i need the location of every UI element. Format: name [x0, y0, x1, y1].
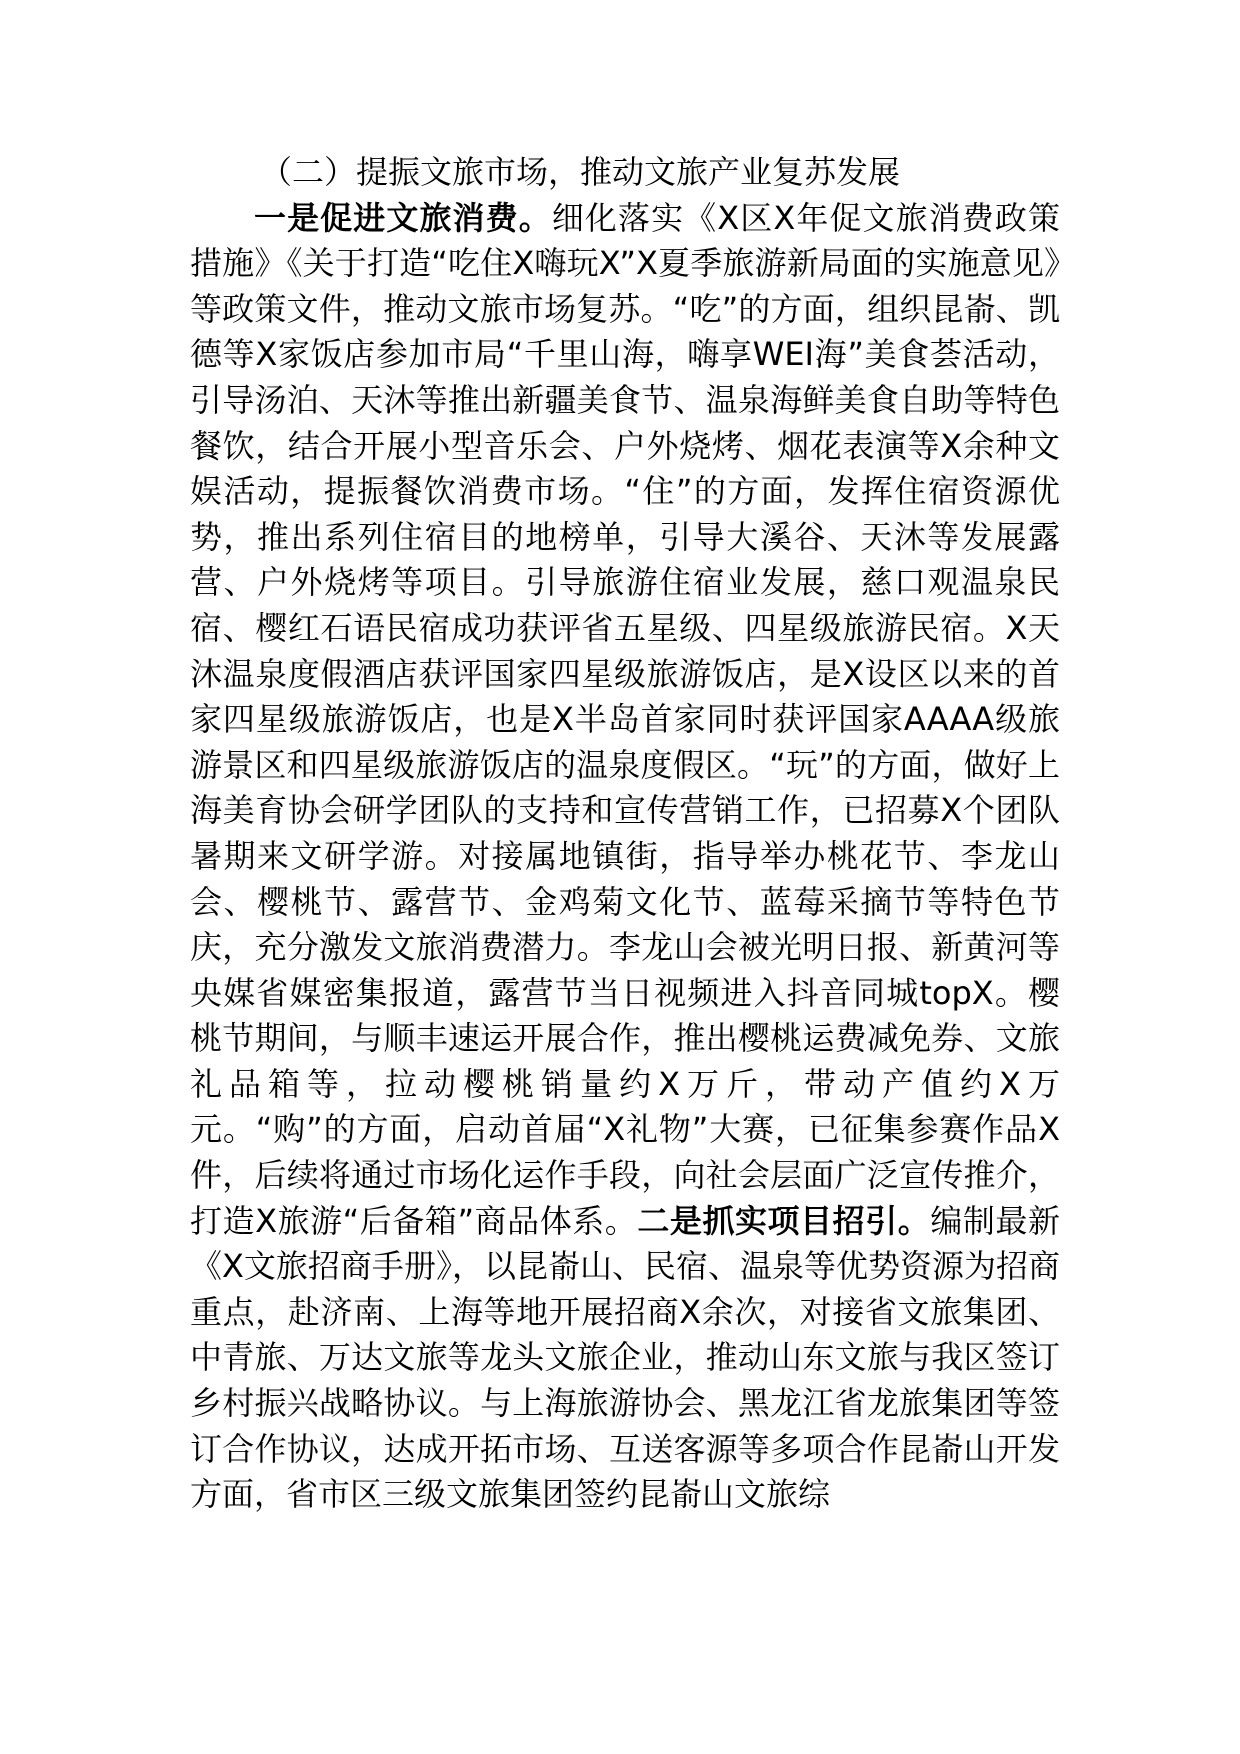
paragraph-text-consumption: 细化落实《X区X年促文旅消费政策措施》《关于打造“吃住X嗨玩X”X夏季旅游新局面的实施意见》等政策文件，推动文旅市场复苏。“吃”的方面，组织昆嵛、凯德等X家饭店参加市局“千里山海，嗨享WEI海”美食荟活动，引导汤泊、天沐等推出新疆美食节、温泉海鲜美食自助等特色餐饮，结合开展小型音乐会、户外烧烤、烟花表演等X余种文娱活动，提振餐饮消费市场。“住”的方面，发挥住宿资源优势，推出系列住宿目的地榜单，引导大溪谷、天沐等发展露营、户外烧烤等项目。引导旅游住宿业发展，慈口观温泉民宿、樱红石语民宿成功获评省五星级、四星级旅游民宿。X天沐温泉度假酒店获评国家四星级旅游饭店，是X设区以来的首家四星级旅游饭店，也是X半岛首家同时获评国家AAAA级旅游景区和四星级旅游饭店的温泉度假区。“玩”的方面，做好上海美育协会研学团队的支持和宣传营销工作，已招募X个团队暑期来文研学游。对接属地镇街，指导举办桃花节、李龙山会、樱桃节、露营节、金鸡菊文化节、蓝莓采摘节等特色节庆，充分激发文旅消费潜力。李龙山会被光明日报、新黄河等央媒省媒密集报道，露营节当日视频进入抖音同城topX。樱桃节期间，与顺丰速运开展合作，推出樱桃运费减免券、文旅礼品箱等，拉动樱桃销量约X万斤，带动产值约X万元。“购”的方面，启动首届“X礼物”大赛，已征集参赛作品X件，后续将通过市场化运作手段，向社会层面广泛宣传推介，打造X旅游“后备箱”商品体系。 — [190, 198, 1060, 1240]
document-body — [190, 150, 1060, 1518]
body-paragraph — [190, 196, 1060, 1518]
section-heading: （二）提振文旅市场，推动文旅产业复苏发展 — [260, 153, 901, 191]
lead-phrase-consumption: 一是促进文旅消费。 — [254, 198, 552, 237]
lead-phrase-investment: 二是抓实项目招引。 — [637, 1201, 931, 1240]
paragraph-text-investment: 编制最新《X文旅招商手册》，以昆嵛山、民宿、温泉等优势资源为招商重点，赴济南、上海等地开展招商X余次，对接省文旅集团、中青旅、万达文旅等龙头文旅企业，推动山东文旅与我区签订乡村振兴战略协议。与上海旅游协会、黑龙江省龙旅集团等签订合作协议，达成开拓市场、互送客源等多项合作昆嵛山开发方面，省市区三级文旅集团签约昆嵛山文旅综 — [190, 1201, 1060, 1514]
